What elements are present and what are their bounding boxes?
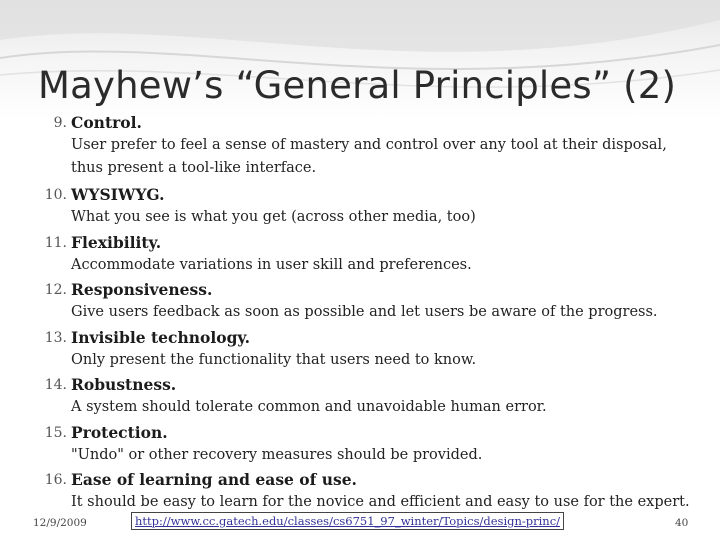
item-number: 10.	[44, 187, 67, 203]
page-number: 40	[675, 517, 689, 529]
item-heading: Responsiveness.	[71, 280, 213, 299]
item-number: 11.	[44, 234, 67, 251]
principles-list	[0, 112, 720, 517]
item-description: "Undo" or other recovery measures should be provided.	[71, 446, 483, 463]
item-number: 14.	[44, 377, 67, 393]
list-item	[0, 469, 720, 517]
item-description: Accommodate variations in user skill and preferences.	[71, 256, 472, 273]
item-description: A system should tolerate common and unavoidable human error.	[71, 399, 547, 415]
item-number: 12.	[44, 282, 67, 298]
item-number: 15.	[44, 424, 67, 441]
item-description: What you see is what you get (across other media, too)	[71, 209, 476, 225]
list-item	[0, 422, 720, 470]
item-description: Only present the functionality that users need to know.	[71, 351, 477, 368]
item-description: thus present a tool-like interface.	[71, 160, 317, 176]
item-heading: Ease of learning and ease of use.	[71, 470, 357, 489]
list-item	[0, 232, 720, 280]
item-description: User prefer to feel a sense of mastery and control over any tool at their disposal,	[71, 137, 667, 153]
footer-source-link[interactable]: http://www.cc.gatech.edu/classes/cs6751_97_winter/Topics/design-princ/	[131, 512, 564, 530]
list-item	[0, 184, 720, 232]
item-number: 13.	[44, 329, 67, 346]
footer-date: 12/9/2009	[33, 517, 87, 529]
list-item	[0, 112, 720, 184]
item-number: 9.	[53, 115, 67, 131]
item-heading: Invisible technology.	[71, 327, 251, 347]
item-heading: Robustness.	[71, 375, 177, 394]
item-heading: WYSIWYG.	[71, 185, 165, 204]
item-heading: Protection.	[71, 422, 168, 442]
item-description: Give users feedback as soon as possible and let users be aware of the progress.	[71, 304, 658, 320]
item-heading: Flexibility.	[71, 232, 162, 252]
slide-title: Mayhew’s “General Principles” (2)	[38, 64, 677, 107]
list-item	[0, 279, 720, 327]
item-description: It should be easy to learn for the novice and efficient and easy to use for the expert.	[71, 494, 690, 510]
item-heading: Control.	[71, 113, 142, 132]
list-item	[0, 327, 720, 375]
list-item	[0, 374, 720, 422]
item-number: 16.	[44, 472, 67, 488]
